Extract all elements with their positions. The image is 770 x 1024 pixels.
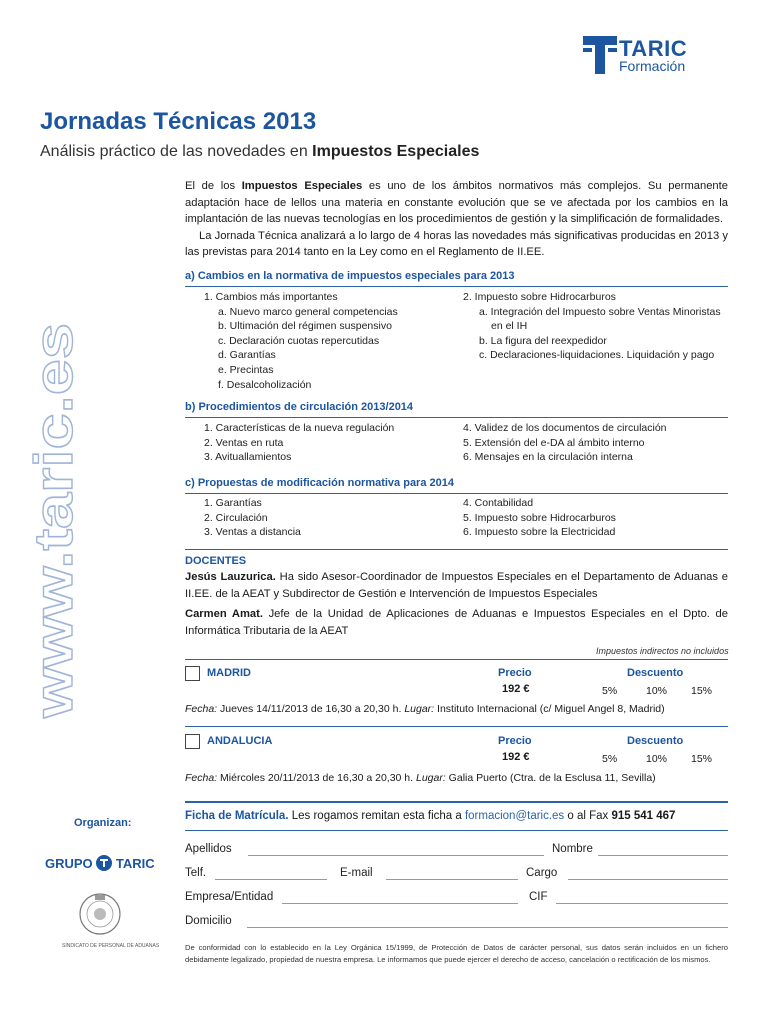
list-item: 3. Ventas a distancia [204,526,301,539]
apellidos-label: Apellidos [185,843,232,855]
andalucia-checkbox[interactable] [185,734,200,749]
section-c-divider [185,493,728,494]
email-label: E-mail [340,867,373,879]
list-item: 1. Cambios más importantes [204,291,338,303]
section-c-right [463,496,616,540]
list-item: 2. Ventas en ruta [204,436,284,449]
list-item: 4. Validez de los documentos de circulación [463,422,667,434]
list-item: e. Precintas [218,363,274,376]
section-c-left [204,496,301,540]
section-b-title: b) Procedimientos de circulación 2013/2014 [185,401,414,413]
list-item: b. Ultimación del régimen suspensivo [218,320,392,333]
madrid-label: MADRID [207,667,251,679]
nombre-field[interactable] [598,855,728,856]
legal-text: De conformidad con lo establecido en la Ley Orgánica 15/1999, de Protección de Datos de carácter personal, sus datos serán incluidos en un fichero debidamente legalizado, propiedad de nuestra empresa. Le informamos que puede ejercer el derecho de acceso, cancelación o rectificación de los mismos. [185,943,728,964]
list-item: en el IH [491,320,528,333]
intro-p1-c: es uno de los ámbitos normativos más complejos. Su permanente adaptación hace de lellos una materia en constante evolución que se ve afectada por los cambios en la implantación de las nuevas tecnologías en los procedimientos de gestión y la simplificación de formalidades. [185,180,728,225]
docente-2 [185,606,728,640]
list-item: 1. Garantías [204,497,262,509]
list-item: b. La figura del reexpedidor [479,334,607,347]
seal-caption: SINDICATO DE PERSONAL DE ADUANAS [62,943,160,949]
andalucia-precio-label: Precio [498,735,532,747]
telf-label: Telf. [185,867,207,879]
docente-2-name: Carmen Amat. [185,608,263,620]
taric-circle-icon [96,855,112,871]
section-b-left [204,421,394,465]
lugar-value: Galia Puerto (Ctra. de la Esclusa 11, Sevilla) [445,772,656,784]
taric-logo-icon [583,36,617,74]
list-item: a. Nuevo marco general competencias [218,305,398,318]
cif-field[interactable] [556,903,728,904]
cif-label: CIF [529,891,548,903]
fecha-value: Jueves 14/11/2013 de 16,30 a 20,30 h. [217,703,405,715]
domicilio-field[interactable] [247,927,728,928]
section-a-title: a) Cambios en la normativa de impuestos especiales para 2013 [185,270,515,282]
madrid-descuento-5: 5% [602,685,618,697]
page-title: Jornadas Técnicas 2013 [40,108,317,135]
section-c-title: c) Propuestas de modificación normativa para 2014 [185,477,454,489]
section-a-right [463,290,721,363]
list-item: 2. Circulación [204,511,268,524]
docente-1 [185,569,728,603]
ficha-header [185,810,675,822]
page-subtitle [40,143,479,161]
list-item: 5. Extensión del e-DA al ámbito interno [463,436,645,449]
divider [185,801,728,803]
list-item: 3. Avituallamientos [204,451,292,464]
andalucia-descuento-5: 5% [602,753,618,765]
list-item: d. Garantías [218,349,276,362]
intro [185,178,728,261]
watermark-text: www.taric.es [24,389,84,718]
list-item: f. Desalcoholización [218,378,312,391]
section-b-right [463,421,667,465]
watermark-url [24,320,84,720]
ficha-fax: 915 541 467 [611,810,676,822]
subtitle-prefix: Análisis práctico de las novedades en [40,143,313,160]
madrid-descuento-label: Descuento [627,667,684,679]
intro-p1-b: Impuestos Especiales [241,180,363,192]
list-item: 5. Impuesto sobre Hidrocarburos [463,511,616,524]
list-item: a. Integración del Impuesto sobre Ventas Minoristas [479,305,721,318]
ficha-email-link[interactable]: formacion@taric.es [464,810,565,822]
list-item: 2. Impuesto sobre Hidrocarburos [463,291,616,303]
andalucia-descuento-label: Descuento [627,735,684,747]
fecha-label: Fecha: [185,772,218,784]
andalucia-precio: 192 € [502,751,530,763]
divider [185,549,728,550]
lugar-label: Lugar: [404,703,435,715]
docente-1-text: Ha sido Asesor-Coordinador de Impuestos Especiales en el Departamento de Aduanas e II.EE. de la AEAT y Subdirector de Gestión e Intervención de Impuestos Especiales [185,571,728,600]
andalucia-fecha [185,772,656,784]
list-item: 6. Impuesto sobre la Electricidad [463,526,616,539]
list-item: c. Declaración cuotas repercutidas [218,334,380,347]
section-b-divider [185,417,728,418]
cargo-label: Cargo [526,867,558,879]
ficha-title: Ficha de Matrícula. [185,810,289,822]
andalucia-descuento-15: 15% [691,753,713,765]
logo-brand: TARIC [619,36,688,61]
ficha-text2: o al Fax [564,810,612,822]
lugar-label: Lugar: [415,772,446,784]
logo-subtitle: Formación [619,58,686,74]
ficha-text: Les rogamos remitan esta ficha a [288,810,465,822]
list-item: c. Declaraciones-liquidaciones. Liquidación y pago [479,349,715,362]
section-a-divider [185,286,728,287]
intro-p1-a: El de los [185,180,242,192]
list-item: 1. Características de la nueva regulación [204,422,395,434]
madrid-descuento-10: 10% [646,685,668,697]
apellidos-field[interactable] [248,855,544,856]
docentes-title: DOCENTES [185,555,247,567]
nombre-label: Nombre [552,843,593,855]
fecha-label: Fecha: [185,703,218,715]
cargo-field[interactable] [568,879,728,880]
andalucia-descuento-10: 10% [646,753,668,765]
docente-1-name: Jesús Lauzurica. [185,571,276,583]
madrid-precio: 192 € [502,683,530,695]
organizan-label: Organizan: [74,817,132,829]
subtitle-bold: Impuestos Especiales [312,143,480,160]
madrid-checkbox[interactable] [185,666,200,681]
fecha-value: Miércoles 20/11/2013 de 16,30 a 20,30 h. [217,772,416,784]
grupo-taric-logo [45,855,155,871]
madrid-descuento-15: 15% [691,685,713,697]
section-a-left [204,290,398,392]
seal-icon [78,892,122,936]
domicilio-label: Domicilio [185,915,232,927]
email-field[interactable] [386,879,518,880]
list-item: 6. Mensajes en la circulación interna [463,451,633,464]
empresa-field[interactable] [282,903,518,904]
divider [185,830,728,831]
docente-2-text: Jefe de la Unidad de Aplicaciones de Aduanas e Impuestos Especiales en el Dpto. de Informática Tributaria de la AEAT [185,608,728,637]
divider [185,726,728,727]
grupo-text: GRUPO [45,856,93,871]
docentes [185,555,728,643]
intro-p2: La Jornada Técnica analizará a lo largo de 4 horas las novedades más significativas producidas en 2013 y las previstas para 2014 tanto en la Ley como en el Reglamento de II.EE. [185,229,728,258]
divider [185,659,728,660]
tax-note: Impuestos indirectos no incluidos [596,646,729,656]
taric-text: TARIC [115,856,155,871]
madrid-precio-label: Precio [498,667,532,679]
intro-p1 [185,178,728,228]
list-item: 4. Contabilidad [463,497,534,509]
telf-field[interactable] [215,879,327,880]
lugar-value: Instituto Internacional (c/ Miguel Angel 8, Madrid) [434,703,665,715]
andalucia-label: ANDALUCIA [207,735,273,747]
empresa-label: Empresa/Entidad [185,891,274,903]
madrid-fecha [185,703,665,715]
